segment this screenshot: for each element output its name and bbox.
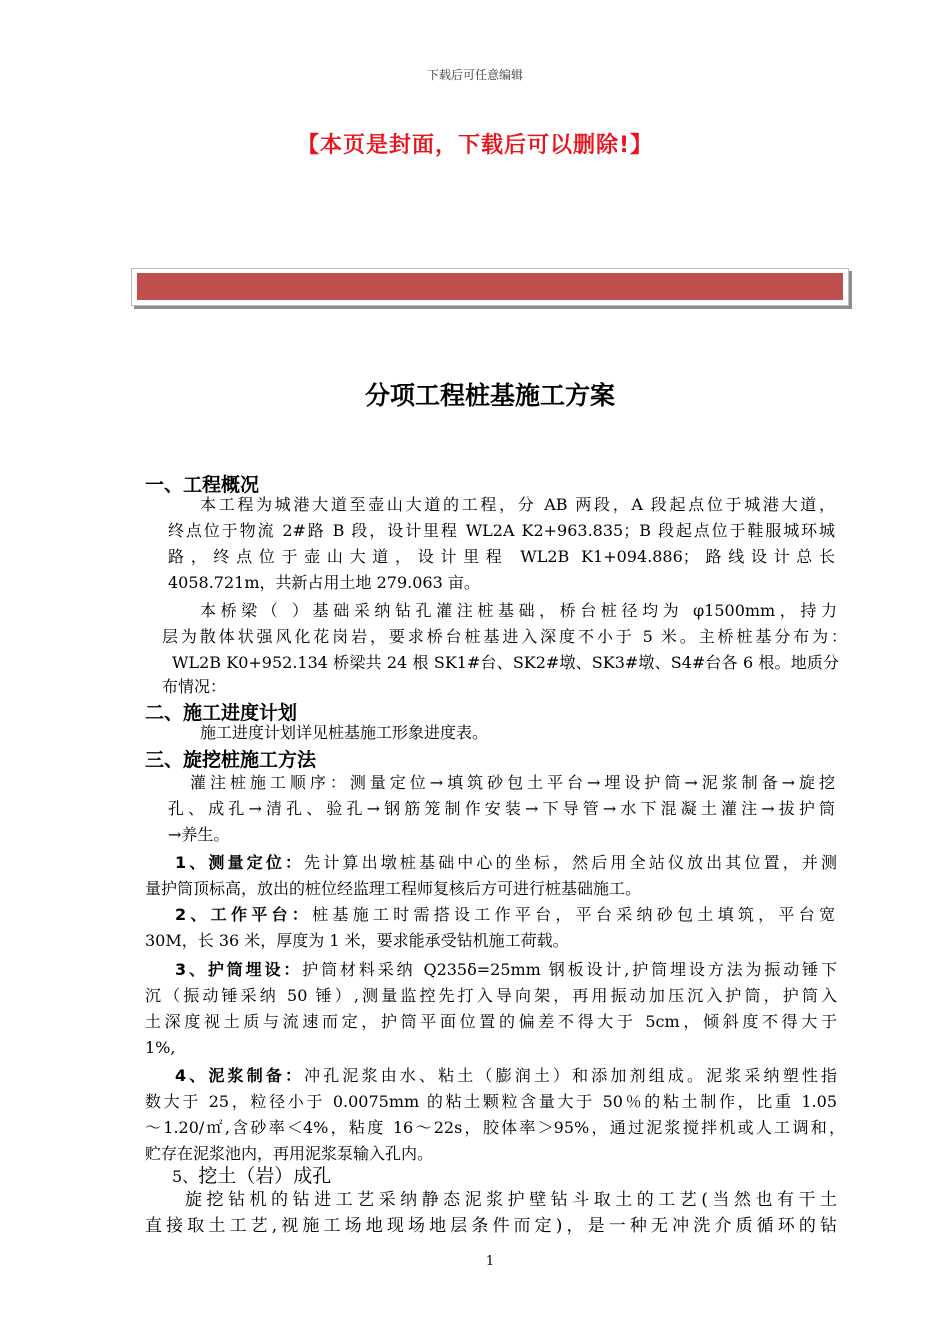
item1-label: 1、测量定位：	[175, 853, 305, 872]
item3-label: 3、护筒埋设：	[175, 960, 303, 979]
document-title: 分项工程桩基施工方案	[364, 381, 615, 410]
item2-line: 2、工作平台：桩基施工时需搭设工作平台，平台采纳砂包土填筑，平台宽	[175, 905, 835, 924]
overview-line: 路，终点位于壶山大道，设计里程 WL2B K1+094.886；路线设计总长	[168, 547, 835, 566]
bridge-line: 层为散体状强风化花岗岩，要求桥台桩基进入深度不小于 5 米。主桥桩基分布为：	[162, 627, 847, 646]
item5-line: 旋挖钻机的钻进工艺采纳静态泥浆护壁钻斗取土的工艺(当然也有干土	[185, 1190, 837, 1210]
cover-notice: 【本页是封面，下载后可以删除!】	[296, 133, 654, 158]
bridge-line: 布情况：	[162, 677, 227, 696]
item4-label: 4、泥浆制备：	[175, 1066, 305, 1085]
item4-line: ～1.20/㎡,含砂率＜4%，粘度 16～22s，胶体率＞95%，通过泥浆搅拌机或人工调和，	[145, 1118, 845, 1137]
banner-fill	[137, 273, 843, 300]
item3-line: 沉（振动锤采纳 50 锤）,测量监控先打入导向架，再用振动加压沉入护筒，护筒入	[145, 986, 837, 1005]
overview-line: 本工程为城港大道至壶山大道的工程，分 AB 两段，A 段起点位于城港大道，	[200, 495, 835, 514]
sequence-line: →养生。	[168, 825, 230, 844]
item3-line: 1%,	[145, 1038, 176, 1057]
item1-line: 量护筒顶标高，放出的桩位经监理工程师复核后方可进行桩基础施工。	[145, 879, 642, 898]
item2-label: 2、工作平台：	[175, 905, 313, 924]
item2-line: 30M，长 36 米，厚度为 1 米，要求能承受钻机施工荷载。	[145, 931, 569, 950]
section-heading-schedule: 二、施工进度计划	[145, 702, 298, 724]
sequence-line: 灌注桩施工顺序：测量定位→填筑砂包土平台→埋设护筒→泥浆制备→旋挖	[190, 773, 835, 792]
section-heading-method: 三、旋挖桩施工方法	[145, 749, 317, 771]
page-number: 1	[485, 1254, 495, 1269]
item4-line: 4、泥浆制备：冲孔泥浆由水、粘土（膨润土）和添加剂组成。泥浆采纳塑性指	[175, 1066, 837, 1085]
decorative-banner	[131, 268, 849, 306]
overview-line: 4058.721m，共新占用土地 279.063 亩。	[168, 573, 480, 592]
item5-number: 5、	[172, 1167, 199, 1186]
overview-line: 终点位于物流 2#路 B 段，设计里程 WL2A K2+963.835；B 段起点位于鞋服城环城	[168, 521, 835, 540]
item3-line: 3、护筒埋设：护筒材料采纳 Q235δ=25mm 钢板设计,护筒埋设方法为振动锤下	[175, 960, 837, 979]
item4-line: 贮存在泥浆池内，再用泥浆泵输入孔内。	[145, 1144, 434, 1163]
item5-line: 直接取土工艺,视施工场地现场地层条件而定)，是一种无冲洗介质循环的钻	[145, 1216, 837, 1236]
schedule-text: 施工进度计划详见桩基施工形象进度表。	[200, 723, 489, 742]
section-heading-overview: 一、工程概况	[145, 474, 260, 496]
item5-heading	[172, 1163, 331, 1190]
sequence-line: 孔、成孔→清孔、验孔→钢筋笼制作安装→下导管→水下混凝土灌注→拔护筒	[168, 799, 835, 818]
bridge-line: WL2B K0+952.134 桥梁共 24 根 SK1#台、SK2#墩、SK3#墩、S4#台各 6 根。地质分	[172, 653, 839, 672]
item1-line: 1、测量定位：先计算出墩桩基础中心的坐标，然后用全站仪放出其位置，并测	[175, 853, 837, 872]
item5-label: 挖土（岩）成孔	[198, 1165, 332, 1187]
item3-line: 土深度视土质与流速而定，护筒平面位置的偏差不得大于 5cm，倾斜度不得大于	[145, 1012, 837, 1031]
page-header: 下载后可任意编辑	[426, 68, 523, 82]
bridge-line: 本桥梁（ ）基础采纳钻孔灌注桩基础，桥台桩径均为 φ1500mm，持力	[200, 601, 837, 620]
item4-line: 数大于 25，粒径小于 0.0075mm 的粘土颗粒含量大于 50％的粘土制作，比重 1.05	[145, 1092, 837, 1111]
